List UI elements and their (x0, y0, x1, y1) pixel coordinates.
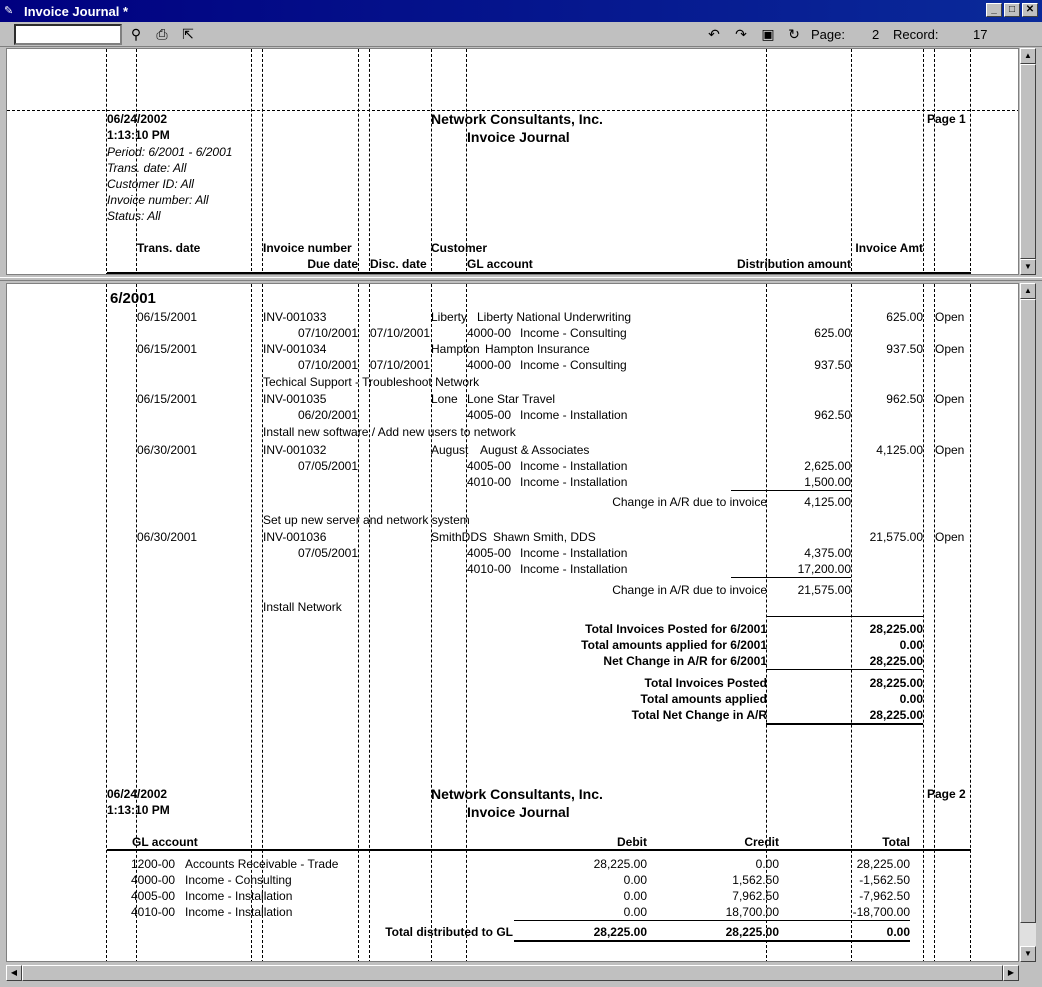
scroll-thumb[interactable] (22, 965, 1003, 981)
grand-total-label: Total Invoices Posted (644, 676, 767, 690)
group-heading: 6/2001 (110, 290, 156, 307)
invoice-amount: 4,125.00 (876, 443, 923, 457)
page-label: Page: (811, 27, 845, 42)
col-due-date: Due date (307, 257, 358, 271)
invoice-amount: 625.00 (886, 310, 923, 324)
customer-name: Lone Star Travel (467, 392, 556, 406)
col-invoice-number: Invoice number (263, 241, 352, 255)
filter-customer: Customer ID: All (107, 177, 194, 191)
filter-invoice: Invoice number: All (107, 193, 209, 207)
record-label: Record: (893, 27, 939, 42)
header-rule (107, 272, 971, 274)
gl-description: Income - Consulting (520, 358, 627, 372)
change-amount: 21,575.00 (797, 583, 851, 597)
report-time: 1:13:10 PM (107, 803, 170, 817)
col-customer: Customer (431, 241, 488, 255)
page-number: Page 2 (927, 787, 966, 801)
gl-account: 4005-00 (467, 546, 512, 560)
invoice-date: 06/15/2001 (137, 310, 198, 324)
undo-icon[interactable]: ↶ (708, 26, 720, 42)
gl-row-account: 4010-00 (131, 905, 176, 919)
redo-icon[interactable]: ↷ (735, 26, 747, 42)
gl-total-debit: 28,225.00 (593, 925, 647, 939)
invoice-date: 06/15/2001 (137, 342, 198, 356)
report-date: 06/24/2002 (107, 112, 168, 126)
company-name: Network Consultants, Inc. (431, 786, 603, 802)
disc-date: 07/10/2001 (370, 326, 431, 340)
gl-row-credit: 7,962.50 (732, 889, 779, 903)
window-title: Invoice Journal * (24, 3, 129, 19)
gl-row-debit: 28,225.00 (593, 857, 647, 871)
gl-total-label: Total distributed to GL (385, 925, 513, 939)
due-date: 07/10/2001 (297, 326, 358, 340)
change-label: Change in A/R due to invoice (612, 583, 767, 597)
distribution-amount: 962.50 (814, 408, 851, 422)
distribution-amount: 937.50 (814, 358, 851, 372)
invoice-date: 06/30/2001 (137, 443, 198, 457)
page-value: 2 (872, 27, 880, 42)
scroll-left-button[interactable]: ◀ (6, 965, 22, 981)
totals-rule (766, 669, 923, 670)
report-time: 1:13:10 PM (107, 128, 170, 142)
gl-row-description: Accounts Receivable - Trade (185, 857, 339, 871)
customer-id: August (431, 443, 469, 457)
page-number: Page 1 (927, 112, 966, 126)
print-icon[interactable]: ⎙ (156, 26, 168, 42)
guide-line (970, 49, 971, 275)
invoice-number: INV-001035 (263, 392, 327, 406)
search-input[interactable] (14, 24, 122, 45)
guide-line (106, 284, 107, 962)
gl-account: 4010-00 (467, 562, 512, 576)
page-bottom-rule (107, 961, 971, 962)
gl-account: 4010-00 (467, 475, 512, 489)
invoice-memo: Install new software / Add new users to network (263, 425, 516, 439)
report-title: Invoice Journal (467, 129, 570, 145)
subtotal-rule (731, 577, 851, 578)
grand-total-value: 28,225.00 (869, 676, 923, 690)
due-date: 07/10/2001 (297, 358, 358, 372)
distribution-amount: 4,375.00 (804, 546, 851, 560)
scroll-down-button[interactable]: ▼ (1020, 946, 1036, 962)
due-date: 07/05/2001 (297, 459, 358, 473)
gl-row-total: 28,225.00 (856, 857, 910, 871)
invoice-status: Open (935, 530, 965, 544)
filter-status: Status: All (107, 209, 161, 223)
horizontal-scrollbar[interactable] (6, 965, 1019, 981)
guide-line (766, 49, 767, 275)
col-trans-date: Trans. date (137, 241, 201, 255)
report-date: 06/24/2002 (107, 787, 168, 801)
maximize-button[interactable]: □ (1004, 3, 1020, 17)
gl-description: Income - Installation (520, 546, 628, 560)
gl-col-credit: Credit (744, 835, 779, 849)
guide-line (251, 49, 252, 275)
period-total-label: Total amounts applied for 6/2001 (581, 638, 767, 652)
distribution-amount: 1,500.00 (804, 475, 851, 489)
invoice-date: 06/30/2001 (137, 530, 198, 544)
gl-total-rule (514, 940, 910, 942)
grand-total-label: Total amounts applied (640, 692, 767, 706)
disc-date: 07/10/2001 (370, 358, 431, 372)
invoice-amount: 962.50 (886, 392, 923, 406)
invoice-memo: Techical Support - Troubleshoot Network (263, 375, 480, 389)
gl-row-description: Income - Installation (185, 905, 293, 919)
invoice-number: INV-001032 (263, 443, 327, 457)
report-header-pane[interactable] (6, 48, 1019, 275)
customer-name: Shawn Smith, DDS (493, 530, 596, 544)
gl-description: Income - Consulting (520, 326, 627, 340)
gl-account: 4005-00 (467, 459, 512, 473)
invoice-number: INV-001033 (263, 310, 327, 324)
gl-row-account: 4005-00 (131, 889, 176, 903)
guide-line (358, 49, 359, 275)
invoice-memo: Set up new server and network system (263, 513, 470, 527)
scroll-thumb[interactable] (1020, 299, 1036, 923)
col-gl-account: GL account (467, 257, 533, 271)
gl-description: Income - Installation (520, 562, 628, 576)
record-value: 17 (973, 27, 988, 42)
window-titlebar (0, 0, 1042, 22)
gl-row-debit: 0.00 (623, 873, 647, 887)
gl-row-account: 4000-00 (131, 873, 176, 887)
subtotal-rule (731, 490, 851, 491)
gl-description: Income - Installation (520, 408, 628, 422)
customer-id: Lone (431, 392, 458, 406)
period-total-label: Total Invoices Posted for 6/2001 (585, 622, 767, 636)
invoice-status: Open (935, 310, 965, 324)
gl-account: 4005-00 (467, 408, 512, 422)
distribution-amount: 17,200.00 (797, 562, 851, 576)
period-total-value: 28,225.00 (869, 622, 923, 636)
grand-total-value: 0.00 (899, 692, 923, 706)
guide-line (923, 49, 924, 275)
change-amount: 4,125.00 (804, 495, 851, 509)
guide-line (934, 284, 935, 962)
period-total-value: 28,225.00 (869, 654, 923, 668)
gl-header-rule (107, 849, 971, 851)
gl-description: Income - Installation (520, 459, 628, 473)
gl-row-total: -1,562.50 (859, 873, 910, 887)
customer-id: Hampton (431, 342, 480, 356)
invoice-date: 06/15/2001 (137, 392, 198, 406)
invoice-status: Open (935, 342, 965, 356)
refresh-icon[interactable]: ↻ (788, 26, 800, 42)
gl-account: 4000-00 (467, 358, 512, 372)
customer-name: August & Associates (480, 443, 590, 457)
scroll-right-button[interactable]: ▶ (1003, 965, 1019, 981)
guide-line (970, 284, 971, 962)
scroll-up-button[interactable]: ▲ (1020, 48, 1036, 64)
gl-row-account: 1200-00 (131, 857, 176, 871)
top-pane-scrollbar[interactable] (1020, 48, 1036, 275)
gl-total-credit: 28,225.00 (725, 925, 779, 939)
pane-splitter[interactable] (0, 277, 1042, 281)
toolbar (0, 22, 1042, 47)
body-pane-scrollbar[interactable] (1020, 283, 1036, 962)
period-total-label: Net Change in A/R for 6/2001 (603, 654, 767, 668)
window-controls (986, 3, 1038, 17)
gl-col-debit: Debit (617, 835, 647, 849)
save-icon[interactable]: ▣ (761, 26, 775, 42)
due-date: 06/20/2001 (297, 408, 358, 422)
invoice-status: Open (935, 443, 965, 457)
gl-col-account: GL account (132, 835, 198, 849)
gl-row-debit: 0.00 (623, 889, 647, 903)
report-body-pane[interactable] (6, 283, 1019, 962)
customer-id: Liberty (431, 310, 468, 324)
invoice-number: INV-001034 (263, 342, 327, 356)
guide-line (934, 49, 935, 275)
gl-col-total: Total (882, 835, 910, 849)
gl-row-total: -18,700.00 (852, 905, 910, 919)
gl-row-debit: 0.00 (623, 905, 647, 919)
app-icon: ✎ (4, 5, 14, 17)
customer-name: Hampton Insurance (485, 342, 590, 356)
close-button[interactable]: ✕ (1022, 3, 1038, 17)
grand-total-label: Total Net Change in A/R (631, 708, 767, 722)
company-name: Network Consultants, Inc. (431, 111, 603, 127)
scroll-thumb[interactable] (1020, 64, 1036, 259)
report-title: Invoice Journal (467, 804, 570, 820)
gl-account: 4000-00 (467, 326, 512, 340)
distribution-amount: 2,625.00 (804, 459, 851, 473)
scroll-up-button[interactable]: ▲ (1020, 283, 1036, 299)
filter-period: Period: 6/2001 - 6/2001 (107, 145, 233, 159)
guide-line (923, 284, 924, 962)
change-label: Change in A/R due to invoice (612, 495, 767, 509)
gl-row-description: Income - Consulting (185, 873, 292, 887)
gl-total-rule (514, 920, 910, 921)
invoice-amount: 937.50 (886, 342, 923, 356)
invoice-status: Open (935, 392, 965, 406)
due-date: 07/05/2001 (297, 546, 358, 560)
guide-line (369, 49, 370, 275)
period-total-value: 0.00 (899, 638, 923, 652)
gl-row-description: Income - Installation (185, 889, 293, 903)
col-distribution-amount: Distribution amount (737, 257, 851, 271)
gl-row-credit: 1,562.50 (732, 873, 779, 887)
invoice-amount: 21,575.00 (869, 530, 923, 544)
invoice-number: INV-001036 (263, 530, 327, 544)
binoculars-icon[interactable]: ⚲ (130, 26, 142, 42)
grand-total-value: 28,225.00 (869, 708, 923, 722)
export-icon[interactable]: ⇱ (182, 26, 194, 42)
invoice-memo: Install Network (263, 600, 342, 614)
gl-row-credit: 18,700.00 (725, 905, 779, 919)
totals-rule (766, 616, 923, 617)
gl-description: Income - Installation (520, 475, 628, 489)
filter-trans-date: Trans. date: All (107, 161, 187, 175)
totals-rule (766, 723, 923, 725)
col-invoice-amt: Invoice Amt (855, 241, 923, 255)
minimize-button[interactable]: _ (986, 3, 1002, 17)
gl-total-total: 0.00 (886, 925, 910, 939)
gl-row-credit: 0.00 (755, 857, 779, 871)
gl-row-total: -7,962.50 (859, 889, 910, 903)
customer-name: Liberty National Underwriting (477, 310, 632, 324)
distribution-amount: 625.00 (814, 326, 851, 340)
col-disc-date: Disc. date (370, 257, 427, 271)
scroll-down-button[interactable]: ▼ (1020, 259, 1036, 275)
customer-id: SmithDDS (431, 530, 488, 544)
